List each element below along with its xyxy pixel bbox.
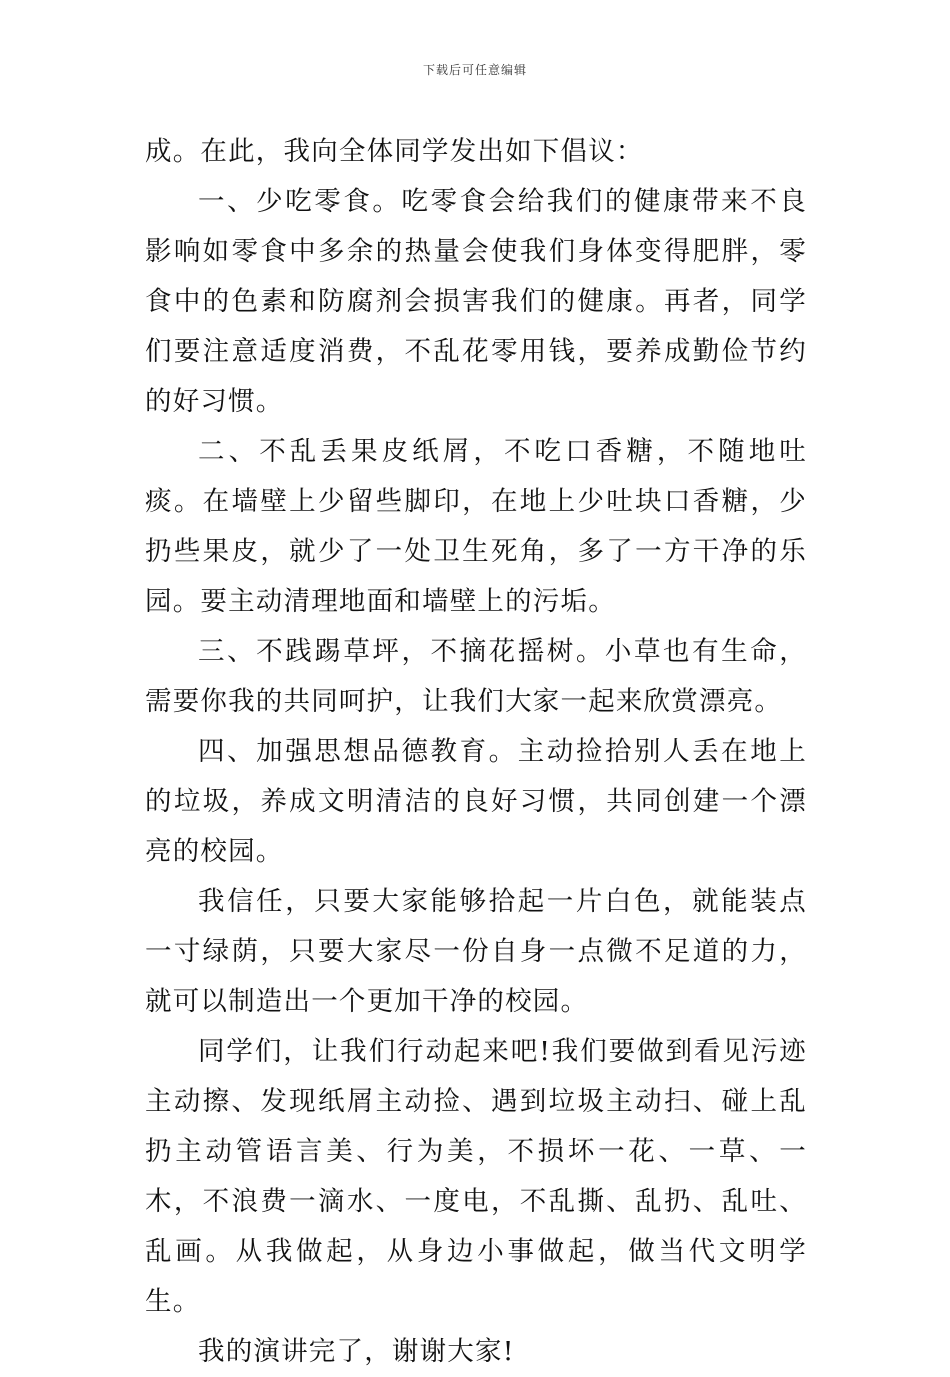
document-body	[145, 127, 807, 1377]
page-header-note: 下载后可任意编辑	[422, 63, 527, 77]
paragraph-proposal-3: 三、不践踢草坪，不摘花摇树。小草也有生命，需要你我的共同呵护，让我们大家一起来欣赏漂亮。	[145, 636, 807, 717]
paragraph-continuation: 成。在此，我向全体同学发出如下倡议：	[145, 136, 644, 167]
paragraph-proposal-4: 四、加强思想品德教育。主动捡拾别人丢在地上的垃圾，养成文明清洁的良好习惯，共同创建一个漂亮的校园。	[145, 736, 807, 867]
paragraph-call-to-action: 同学们，让我们行动起来吧!我们要做到看见污迹主动擦、发现纸屑主动捡、遇到垃圾主动扫、碰上乱扔主动管语言美、行为美，不损坏一花、一草、一木，不浪费一滴水、一度电，不乱撕、乱扔、乱吐、乱画。从我做起，从身边小事做起，做当代文明学生。	[145, 1036, 807, 1317]
paragraph-proposal-1: 一、少吃零食。吃零食会给我们的健康带来不良影响如零食中多余的热量会使我们身体变得肥胖，零食中的色素和防腐剂会损害我们的健康。再者，同学们要注意适度消费，不乱花零用钱，要养成勤俭节约的好习惯。	[145, 186, 807, 417]
paragraph-proposal-2: 二、不乱丢果皮纸屑，不吃口香糖，不随地吐痰。在墙壁上少留些脚印，在地上少吐块口香糖，少扔些果皮，就少了一处卫生死角，多了一方干净的乐园。要主动清理地面和墙壁上的污垢。	[145, 436, 807, 617]
paragraph-closing: 我的演讲完了，谢谢大家!	[198, 1336, 515, 1367]
paragraph-belief: 我信任，只要大家能够拾起一片白色，就能装点一寸绿荫，只要大家尽一份自身一点微不足道的力，就可以制造出一个更加干净的校园。	[145, 886, 807, 1017]
